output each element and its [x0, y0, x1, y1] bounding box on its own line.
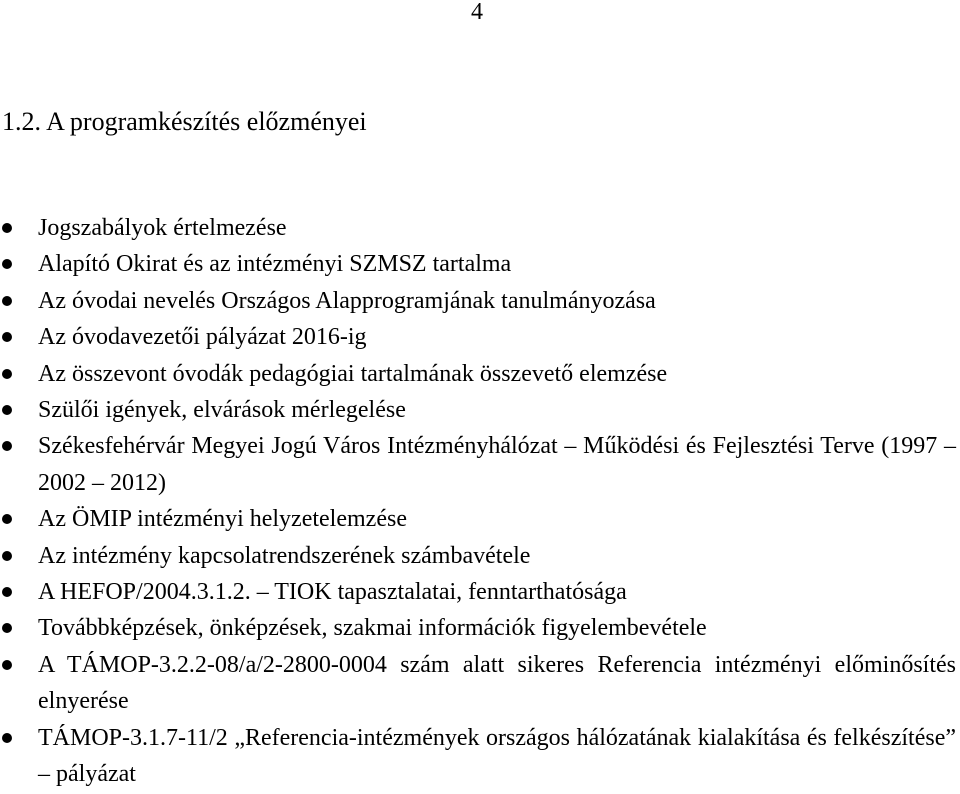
bullet-icon [2, 223, 12, 233]
list-item [0, 610, 956, 646]
list-item [0, 392, 956, 428]
bullet-icon [2, 587, 12, 597]
bullet-icon [2, 369, 12, 379]
list-item-text: Az óvodai nevelés Országos Alapprogramjának tanulmányozása [38, 287, 656, 314]
list-item-text: Az óvodavezetői pályázat 2016-ig [38, 324, 367, 351]
list-item [0, 283, 956, 319]
bullet-icon [2, 441, 12, 451]
list-item-text: A TÁMOP-3.2.2-08/a/2-2800-0004 szám alatt sikeres Referencia intézményi előminősítés elnyerése [38, 651, 956, 715]
list-item [0, 574, 956, 610]
list-item-text: TÁMOP-3.1.7-11/2 „Referencia-intézmények országos hálózatának kialakítása és felkészítése” – pályázat [38, 724, 956, 788]
page-number: 4 [471, 0, 483, 25]
list-item-text: Továbbképzések, önképzések, szakmai információk figyelembevétele [38, 615, 707, 642]
bullet-icon [2, 259, 12, 269]
list-item-text: Alapító Okirat és az intézményi SZMSZ tartalma [38, 251, 512, 278]
bullet-icon [2, 551, 12, 561]
bullet-list [0, 210, 956, 793]
list-item [0, 538, 956, 574]
list-item [0, 356, 956, 392]
list-item-text: A HEFOP/2004.3.1.2. – TIOK tapasztalatai, fenntarthatósága [38, 579, 627, 606]
bullet-icon [2, 296, 12, 306]
list-item [0, 246, 956, 282]
list-item-text: Jogszabályok értelmezése [38, 215, 287, 241]
list-item [0, 501, 956, 537]
list-item-text: Az intézmény kapcsolatrendszerének számbavétele [38, 542, 531, 569]
list-item [0, 428, 956, 501]
list-item-text: Székesfehérvár Megyei Jogú Város Intézményhálózat – Működési és Fejlesztési Terve (1997 – 2002 – 2012) [38, 433, 956, 496]
bullet-icon [2, 405, 12, 415]
list-item [0, 720, 956, 793]
list-item [0, 647, 956, 720]
list-item [0, 319, 956, 355]
bullet-icon [2, 660, 12, 670]
section-heading: 1.2. A programkészítés előzményei [2, 107, 367, 136]
bullet-icon [2, 332, 12, 342]
bullet-icon [2, 514, 12, 524]
list-item-text: Az összevont óvodák pedagógiai tartalmának összevető elemzése [38, 360, 668, 387]
bullet-icon [2, 733, 12, 743]
list-item-text: Az ÖMIP intézményi helyzetelemzése [38, 506, 407, 533]
list-item [0, 210, 956, 246]
bullet-icon [2, 623, 12, 633]
list-item-text: Szülői igények, elvárások mérlegelése [38, 397, 406, 424]
